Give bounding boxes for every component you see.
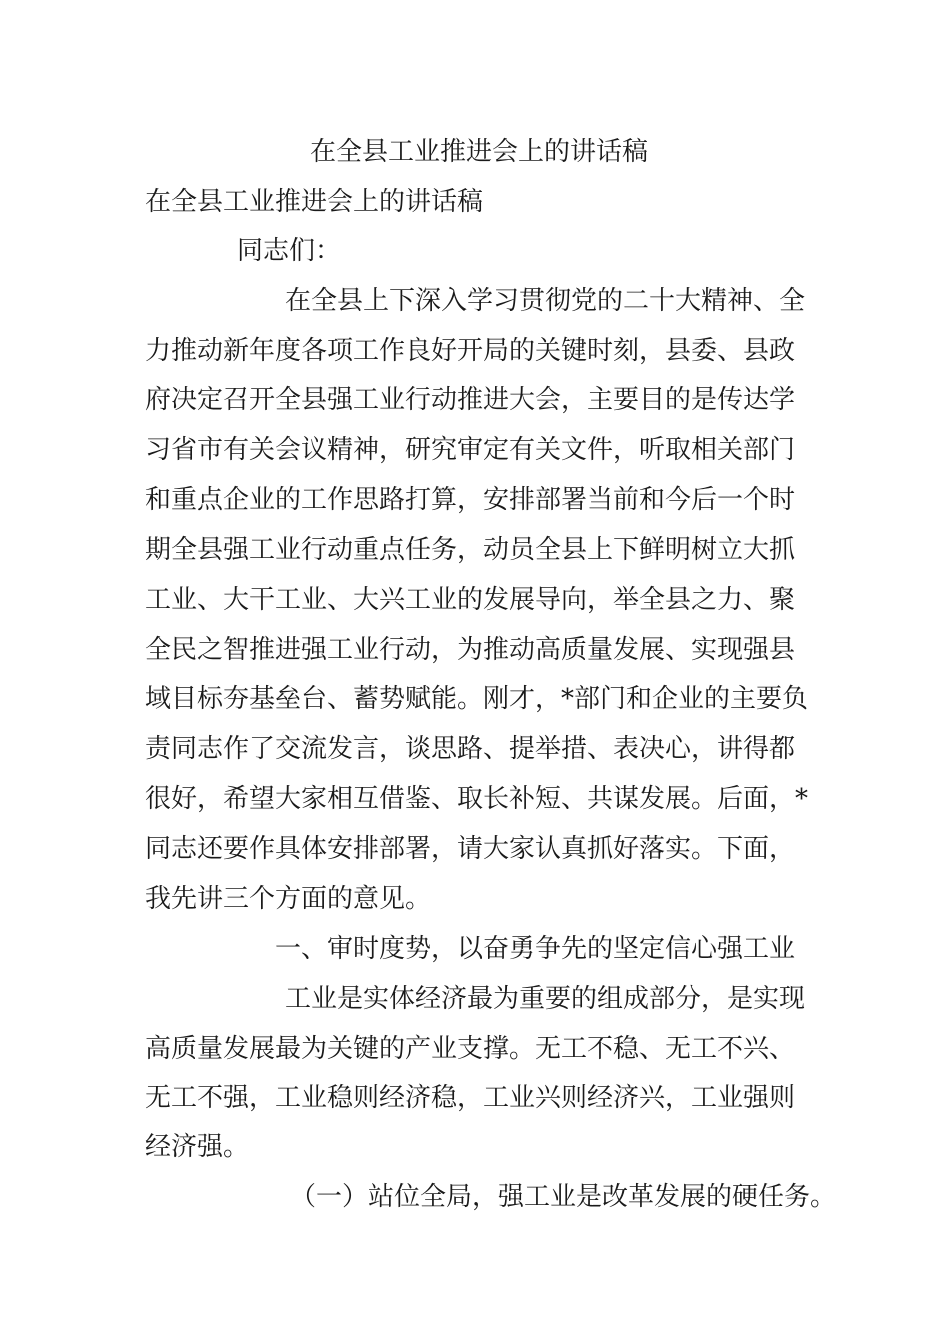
paragraph-1-line-12: 同志还要作具体安排部署，请大家认真抓好落实。下面， xyxy=(145,834,796,864)
section-heading-1: 一、审时度势，以奋勇争先的坚定信心强工业 xyxy=(275,934,796,964)
paragraph-1-line-13: 我先讲三个方面的意见。 xyxy=(145,884,432,914)
paragraph-1-line-5: 和重点企业的工作思路打算，安排部署当前和今后一个时 xyxy=(145,485,796,515)
subsection-heading-1: （一）站位全局，强工业是改革发展的硬任务。 xyxy=(290,1182,837,1212)
paragraph-2-line-4: 经济强。 xyxy=(145,1132,250,1162)
paragraph-1-line-2: 力推动新年度各项工作良好开局的关键时刻，县委、县政 xyxy=(145,336,796,366)
greeting: 同志们： xyxy=(237,236,342,266)
paragraph-1-line-4: 习省市有关会议精神，研究审定有关文件，听取相关部门 xyxy=(145,435,796,465)
paragraph-1-line-10: 责同志作了交流发言，谈思路、提举措、表决心，讲得都 xyxy=(145,734,796,764)
paragraph-1-line-6: 期全县强工业行动重点任务，动员全县上下鲜明树立大抓 xyxy=(145,535,796,565)
paragraph-2-line-3: 无工不强，工业稳则经济稳，工业兴则经济兴，工业强则 xyxy=(145,1083,796,1113)
paragraph-1-line-9: 域目标夯基垒台、蓄势赋能。刚才，*部门和企业的主要负 xyxy=(145,684,809,714)
paragraph-1-line-8: 全民之智推进强工业行动，为推动高质量发展、实现强县 xyxy=(145,635,796,665)
document-subtitle: 在全县工业推进会上的讲话稿 xyxy=(145,187,484,217)
paragraph-1-line-3: 府决定召开全县强工业行动推进大会，主要目的是传达学 xyxy=(145,385,796,415)
paragraph-2-line-2: 高质量发展最为关键的产业支撑。无工不稳、无工不兴、 xyxy=(145,1034,796,1064)
paragraph-1-line-7: 工业、大干工业、大兴工业的发展导向，举全县之力、聚 xyxy=(145,585,796,615)
paragraph-1-line-11: 很好，希望大家相互借鉴、取长补短、共谋发展。后面，* xyxy=(145,784,809,814)
document-title: 在全县工业推进会上的讲话稿 xyxy=(310,137,649,167)
paragraph-1-line-1: 在全县上下深入学习贯彻党的二十大精神、全 xyxy=(285,286,806,316)
paragraph-2-line-1: 工业是实体经济最为重要的组成部分，是实现 xyxy=(285,984,806,1014)
